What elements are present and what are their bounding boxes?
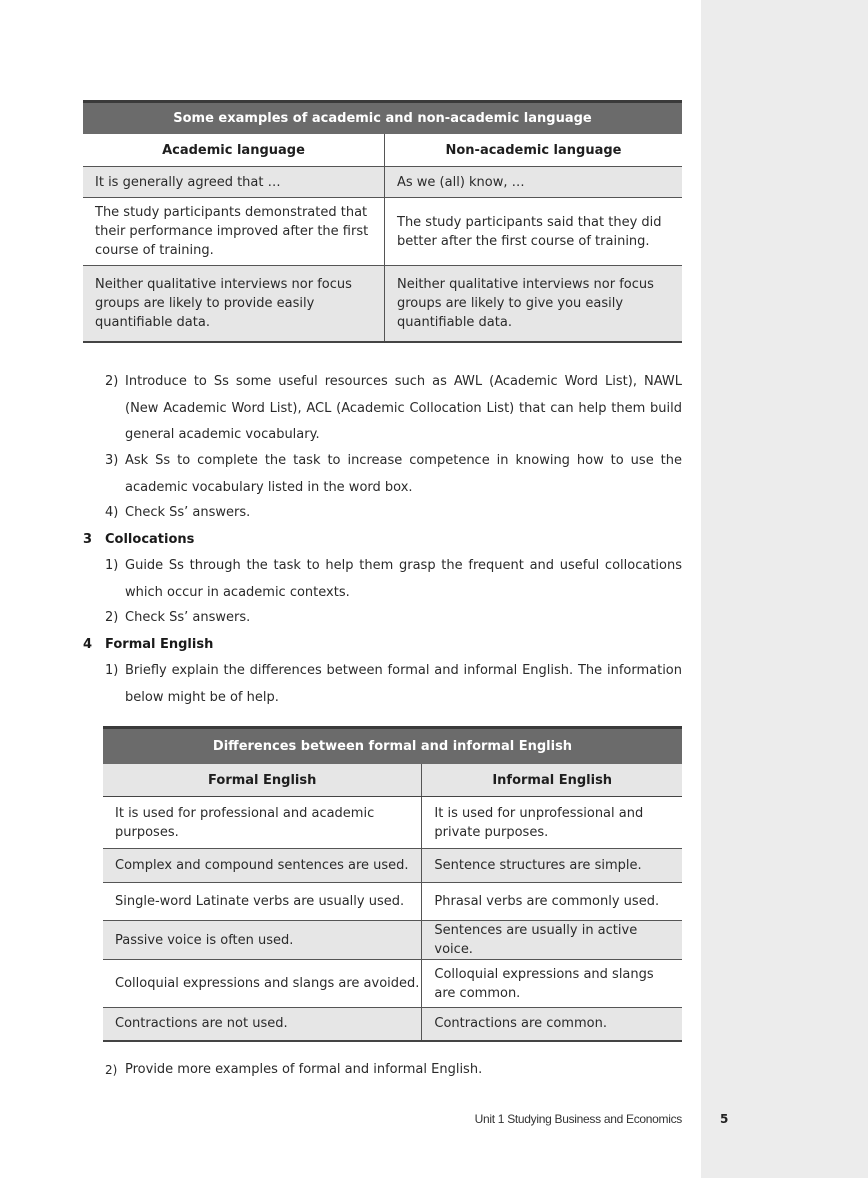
table-caption: Differences between formal and informal English [103,728,682,765]
table-row [83,198,682,266]
table-cell: As we (all) know, … [385,167,683,198]
column-header-academic: Academic language [83,134,385,167]
table-cell: Contractions are not used. [103,1008,422,1041]
list-item [105,605,685,632]
table-cell: Contractions are common. [422,1008,682,1041]
table-row [103,960,682,1008]
step-text: Introduce to Ss some useful resources such as AWL (Academic Word List), NAWL (New Academic Word List), ACL (Academic Collocation List) that can help them build general academic vocabulary. [125,374,682,442]
table-row [83,266,682,342]
table-caption: Some examples of academic and non-academic language [83,102,682,135]
table-cell: Phrasal verbs are commonly used. [422,883,682,921]
page-margin-strip [701,0,868,1178]
table-row [103,921,682,960]
table-cell: Neither qualitative interviews nor focus groups are likely to give you easily quantifiable data. [385,266,683,342]
running-footer-title: Unit 1 Studying Business and Economics [474,1112,682,1126]
step-number: 1) [105,558,119,573]
step-text: Provide more examples of formal and informal English. [125,1062,483,1077]
column-header-informal: Informal English [422,764,682,797]
list-item [105,658,685,711]
list-item [105,553,685,606]
table-cell: Single-word Latinate verbs are usually used. [103,883,422,921]
list-item [105,1057,685,1084]
academic-language-table [83,100,682,343]
step-text: Guide Ss through the task to help them grasp the frequent and useful collocations which occur in academic contexts. [125,558,682,600]
table-cell: Neither qualitative interviews nor focus groups are likely to provide easily quantifiable data. [83,266,385,342]
section-title: Collocations [105,532,195,547]
section-title: Formal English [105,637,214,652]
table-cell: Colloquial expressions and slangs are common. [422,960,682,1008]
table-cell: Sentences are usually in active voice. [422,921,682,960]
step-text: Ask Ss to complete the task to increase competence in knowing how to use the academic vocabulary listed in the word box. [125,453,682,495]
step-number: 4) [105,505,119,520]
list-item [105,369,685,449]
formal-informal-table [103,726,682,1042]
table-cell: It is generally agreed that … [83,167,385,198]
table-cell: It is used for professional and academic purposes. [103,797,422,849]
column-header-formal: Formal English [103,764,422,797]
table-row [103,849,682,883]
table-row [103,883,682,921]
step-text: Check Ss’ answers. [125,505,251,520]
section-number: 4 [83,637,93,652]
table-cell: Passive voice is often used. [103,921,422,960]
table-row [83,167,682,198]
table-cell: Sentence structures are simple. [422,849,682,883]
table-cell: The study participants said that they did better after the first course of training. [385,198,683,266]
step-number: 2) [105,610,119,625]
list-item [105,500,685,527]
step-number: 3) [105,453,119,468]
step-text: Briefly explain the differences between formal and informal English. The information below might be of help. [125,663,682,705]
column-header-non-academic: Non-academic language [385,134,683,167]
table-cell: It is used for unprofessional and private purposes. [422,797,682,849]
table-cell: Colloquial expressions and slangs are avoided. [103,960,422,1008]
step-number: 2) [105,374,119,389]
table-row [103,1008,682,1041]
step-number: 2) [105,1063,118,1077]
list-item [105,448,685,501]
page-number: 5 [720,1112,729,1126]
table-cell: The study participants demonstrated that their performance improved after the first course of training. [83,198,385,266]
step-text: Check Ss’ answers. [125,610,251,625]
table-row [103,797,682,849]
step-number: 1) [105,663,119,678]
table-cell: Complex and compound sentences are used. [103,849,422,883]
section-number: 3 [83,532,93,547]
